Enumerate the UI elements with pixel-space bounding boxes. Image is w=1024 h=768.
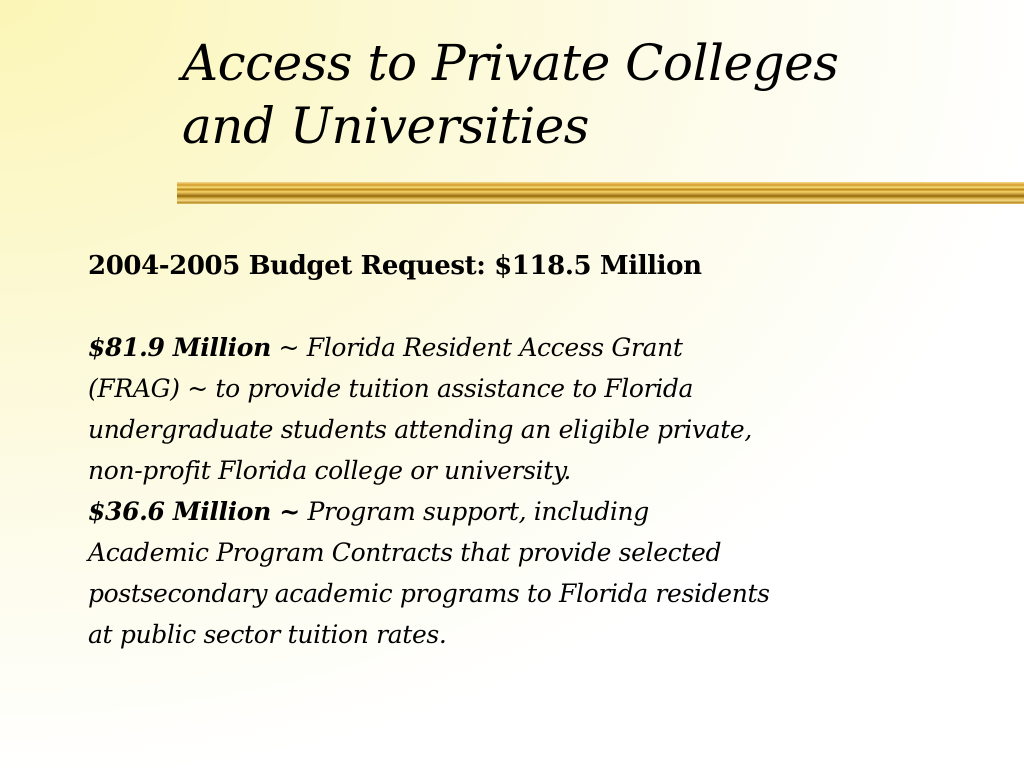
budget-item-amount: $81.9 Million — [88, 333, 271, 362]
blank-line — [88, 286, 988, 327]
budget-item-line: (FRAG) ~ to provide tuition assistance to Florida — [88, 374, 694, 403]
budget-item-amount: $36.6 Million ~ — [88, 497, 300, 526]
slide-title — [182, 32, 1002, 158]
budget-item-description: Program support, including — [299, 497, 649, 526]
budget-item-first-line — [88, 491, 988, 532]
slide-title-line-1: Access to Private Colleges — [182, 34, 839, 92]
budget-item-description: ~ Florida Resident Access Grant — [270, 333, 683, 362]
budget-item-frag — [88, 327, 988, 491]
budget-item-line: non-profit Florida college or university. — [88, 456, 572, 485]
budget-item-line: undergraduate students attending an eligible private, — [88, 415, 752, 444]
slide-body — [88, 246, 988, 655]
slide-title-line-2: and Universities — [182, 97, 589, 155]
budget-item-first-line — [88, 327, 988, 368]
budget-request-heading: 2004-2005 Budget Request: $118.5 Million — [88, 251, 702, 281]
budget-item-program-support — [88, 491, 988, 655]
budget-item-line: at public sector tuition rates. — [88, 620, 447, 649]
title-underline-rule — [177, 182, 1024, 204]
budget-item-line: postsecondary academic programs to Florida residents — [88, 579, 770, 608]
budget-item-line: Academic Program Contracts that provide selected — [88, 538, 722, 567]
